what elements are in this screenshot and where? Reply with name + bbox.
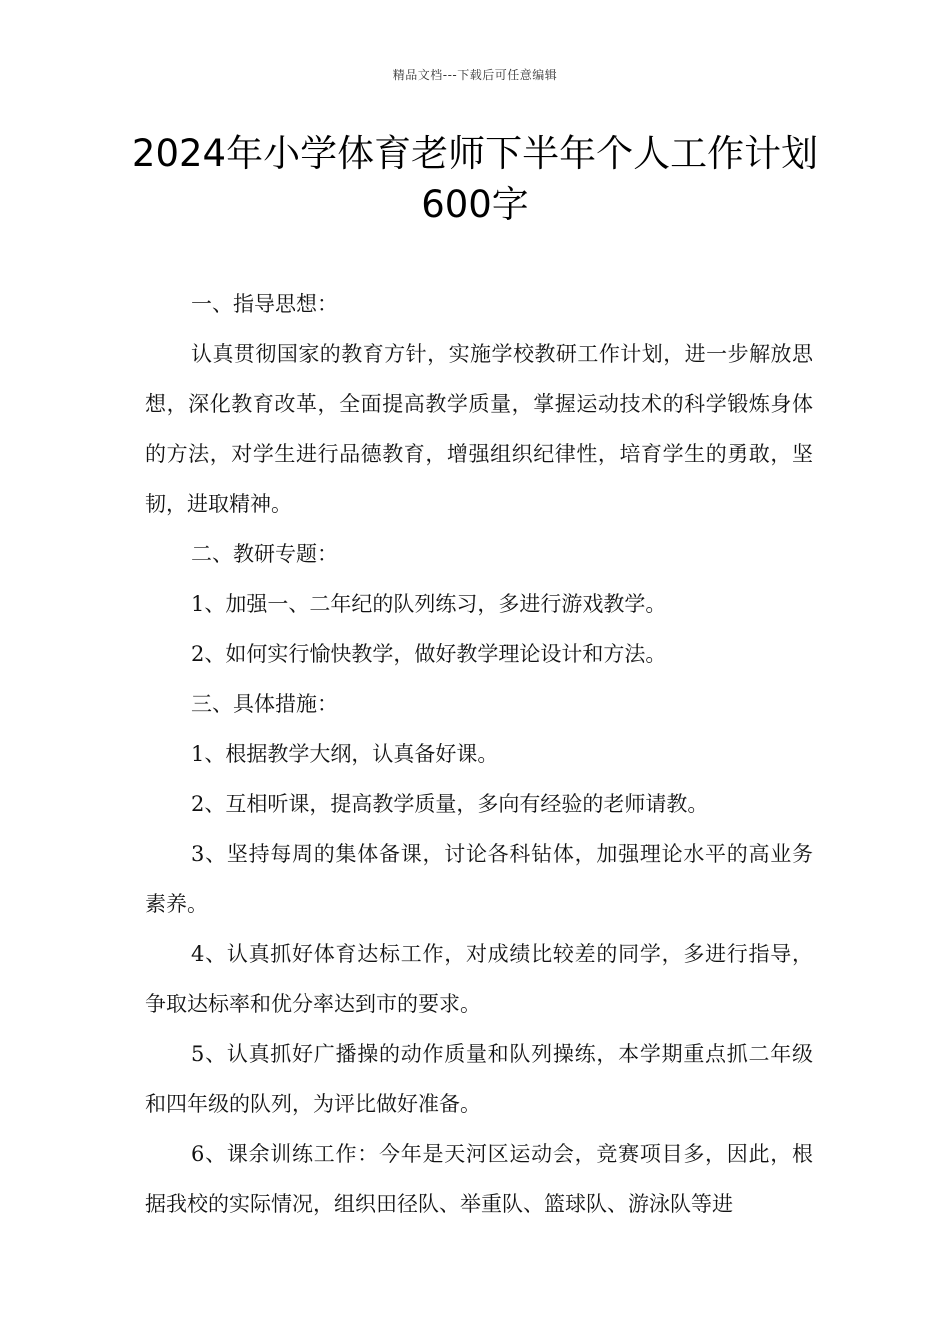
section-heading-guiding-ideology: 一、指导思想：	[191, 292, 338, 316]
list-item: 1、根据教学大纲，认真备好课。	[191, 742, 499, 766]
paragraph-guiding-ideology: 认真贯彻国家的教育方针，实施学校教研工作计划，进一步解放思想，深化教育改革，全面提高教学质量，掌握运动技术的科学锻炼身体的方法，对学生进行品德教育，增强组织纪律性，培育学生的勇敢，坚韧，进取精神。	[145, 342, 813, 516]
document-title: 2024年小学体育老师下半年个人工作计划600字	[131, 132, 819, 226]
section-heading-specific-measures: 三、具体措施：	[191, 692, 338, 716]
document-body	[145, 279, 813, 1229]
list-item: 4、认真抓好体育达标工作，对成绩比较差的同学，多进行指导，争取达标率和优分率达到市的要求。	[145, 942, 813, 1016]
list-item: 2、互相听课，提高教学质量，多向有经验的老师请教。	[191, 792, 709, 816]
section-heading-research-topics: 二、教研专题：	[191, 542, 338, 566]
list-item: 1、加强一、二年纪的队列练习，多进行游戏教学。	[191, 592, 667, 616]
list-item: 5、认真抓好广播操的动作质量和队列操练，本学期重点抓二年级和四年级的队列，为评比做好准备。	[145, 1042, 813, 1116]
list-item: 3、坚持每周的集体备课，讨论各科钻体，加强理论水平的高业务素养。	[145, 842, 813, 916]
list-item: 6、课余训练工作：今年是天河区运动会，竞赛项目多，因此，根据我校的实际情况，组织田径队、举重队、篮球队、游泳队等进	[145, 1142, 813, 1216]
header-note: 精品文档---下载后可任意编辑	[392, 68, 558, 82]
list-item: 2、如何实行愉快教学，做好教学理论设计和方法。	[191, 642, 667, 666]
